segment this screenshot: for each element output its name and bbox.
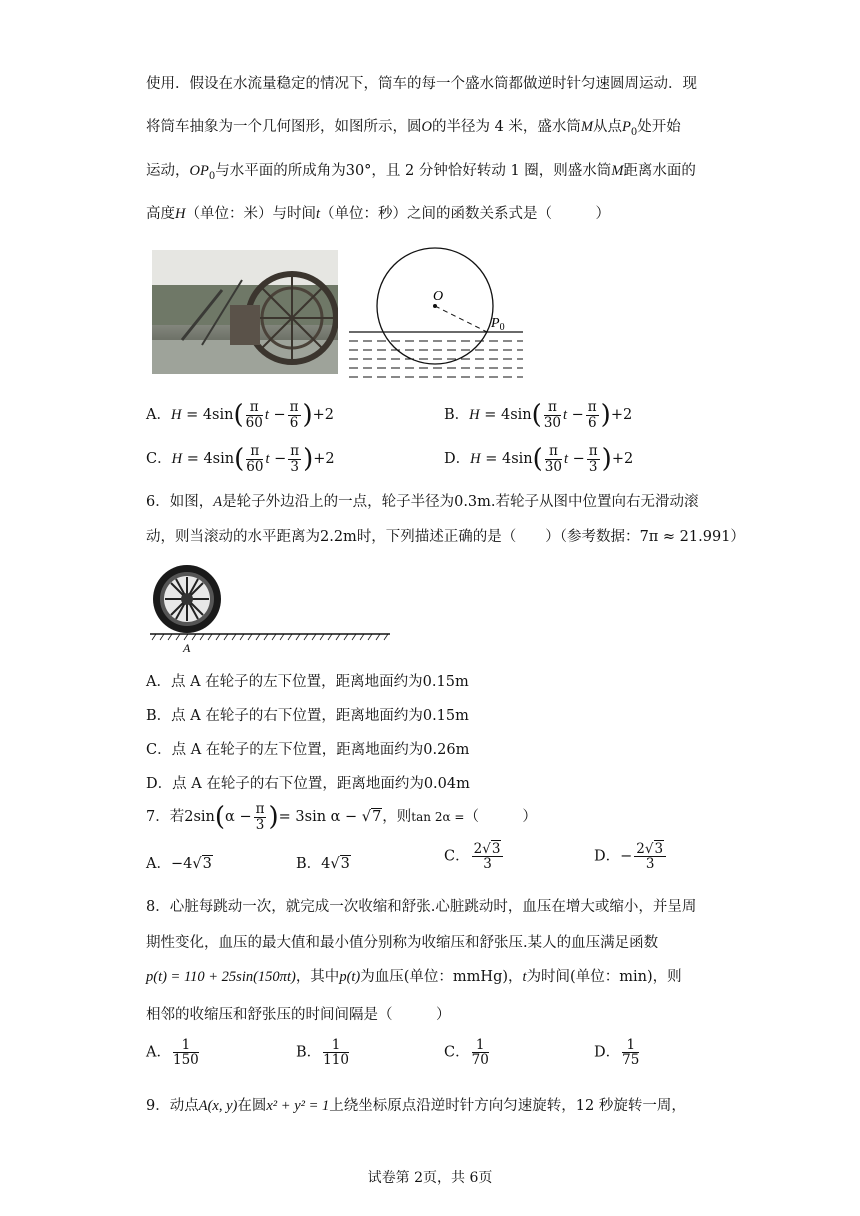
q8-option-d[interactable]: D． $\frac{1}{75}$ [594,1037,640,1069]
q6-option-d[interactable]: D．点 A 在轮子的右下位置，距离地面约为0.04m [146,776,470,792]
q7-option-c[interactable]: C． $\frac{2√3}{3}$ [444,842,505,871]
q7-option-a[interactable]: A．−4√3 [146,856,212,872]
wheel-label-A: A [183,641,191,654]
q8-option-c[interactable]: C． $\frac{1}{70}$ [444,1037,489,1069]
q8-line-1: 8．心脏每跳动一次，就完成一次收缩和舒张.心脏跳动时，血压在增大或缩小，并呈周 [146,899,697,915]
q5-line-4: 高度H（单位：米）与时间t（单位：秒）之间的函数关系式是（ ） [146,206,611,222]
q6-line-2: 动，则当滚动的水平距离为2.2m时，下列描述正确的是（ ）（参考数据：7π ≈ 21.991） [146,529,745,545]
q5-option-b[interactable]: B．H = 4sin( $\frac{\pi}{30}$ t − $\frac{\pi}{6}$ )+2 [444,399,633,431]
q6-option-a[interactable]: A．点 A 在轮子的左下位置，距离地面约为0.15m [146,674,469,690]
q9-line-1: 9．动点A(x, y)在圆x² + y² = 1上绕坐标原点沿逆时针方向匀速旋转，12 秒旋转一周， [146,1098,686,1114]
wheel-diagram [150,562,390,654]
q5-line-2: 将筒车抽象为一个几何图形，如图所示，圆O的半径为 4 米，盛水筒M从点$P_0$处开始 [146,119,681,138]
q5-option-d[interactable]: D．H = 4sin( $\frac{\pi}{30}$ t − $\frac{\pi}{3}$ )+2 [444,443,634,475]
water-wheel-photo [152,250,338,374]
q6-line-1: 6．如图，A是轮子外边沿上的一点，轮子半径为0.3m.若轮子从图中位置向右无滑动滚 [146,494,699,510]
q5-option-a[interactable]: A．H = 4sin( $\frac{\pi}{60}$ t − $\frac{\pi}{6}$ )+2 [146,399,335,431]
q6-option-b[interactable]: B．点 A 在轮子的右下位置，距离地面约为0.15m [146,708,469,724]
q5-line-3: 运动，$OP_0$与水平面的所成角为30°，且 2 分钟恰好转动 1 圈，则盛水筒M距离水面的 [146,163,696,182]
label-O: O [433,289,444,304]
q8-line-4: 相邻的收缩压和舒张压的时间间隔是（ ） [146,1007,451,1023]
q8-line-2: 期性变化，血压的最大值和最小值分别称为收缩压和舒张压.某人的血压满足函数 [146,935,659,951]
q7-option-d[interactable]: D．− $\frac{2√3}{3}$ [594,842,668,871]
q8-line-3: p(t) = 110 + 25sin(150πt)，其中p(t)为血压(单位：mmHg)，t为时间(单位：min)，则 [146,969,682,985]
label-P0: $P_0$ [491,316,505,333]
q5-option-c[interactable]: C．H = 4sin( $\frac{\pi}{60}$ t − $\frac{\pi}{3}$ )+2 [146,443,335,475]
q5-line-1: 使用．假设在水流量稳定的情况下，筒车的每一个盛水筒都做逆时针匀速圆周运动．现 [146,76,697,92]
q7-stem: 7．若2sin(α − $\frac{\pi}{3}$ )= 3sin α − √7，则tan 2α =（ ） [146,801,537,833]
page-footer: 试卷第 2页，共 6页 [367,1170,493,1186]
q7-option-b[interactable]: B．4√3 [296,856,350,872]
circle-diagram [345,240,530,385]
q8-option-a[interactable]: A． $\frac{1}{150}$ [146,1037,199,1069]
q6-option-c[interactable]: C．点 A 在轮子的左下位置，距离地面约为0.26m [146,742,470,758]
q8-option-b[interactable]: B． $\frac{1}{110}$ [296,1037,349,1069]
